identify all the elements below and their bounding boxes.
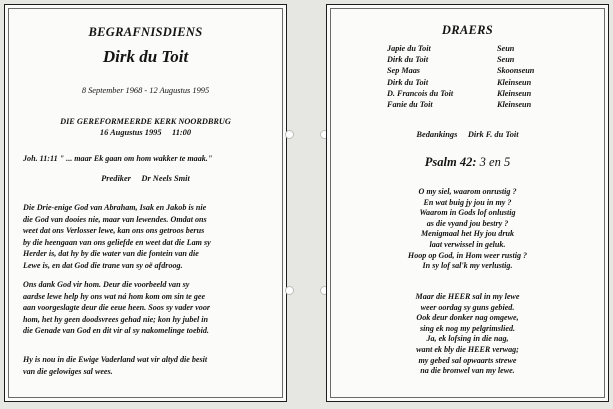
scripture-verse: Joh. 11:11 " ... maar Ek gaan om hom wakker te maak." [23,154,213,163]
bearer-name: Sep Maas [387,66,420,76]
stanza-line: want ek bly die HEER verwag; [416,344,519,354]
bearer-relation: Kleinseun [497,100,532,110]
paragraph-line: Herder is, dat hy by die water van die fontein van die [23,249,199,259]
bearer-row [387,65,534,76]
bearer-row [387,54,534,65]
preacher: Prediker Dr Neels Smit [101,174,190,183]
service-heading: BEGRAFNISDIENS [88,25,203,39]
bearer-relation: Seun [497,55,515,65]
bearer-row [387,77,534,88]
paragraph-line: aan voorgeslagte deur die eeue heen. Soos sy vader voor [23,303,211,313]
stanza-line: In sy lof sal'k my verlustig. [422,261,513,271]
bearer-relation: Seun [497,44,515,53]
stanza-line: En wat buig jy jou in my ? [423,197,512,207]
psalm-stanza-2 [327,292,608,377]
stanza-line: my gebed sal opwaarts strewe [418,355,517,365]
deceased-name: Dirk du Toit [102,47,189,66]
bearer-row [387,88,534,99]
psalm-label: Psalm 42: [424,155,477,169]
paragraph-line: weet dat ons Verlosser lewe, kan ons ons getroos berus [23,226,205,236]
bearers-list [387,43,534,110]
bearers-heading: DRAERS [441,23,494,37]
psalm-verses: 3 en 5 [479,155,511,169]
stanza-line: weer oordag sy guns gebied. [420,302,515,312]
stanza-line: as die vyand jou bestry ? [426,218,509,228]
paragraph-line: aardse lewe help hy ons wat ná hom kom om sin te gee [23,291,206,301]
stanza-line: Hoop op God, in Hom weer rustig ? [407,250,528,260]
bearer-name: Dirk du Toit [387,55,429,65]
paragraph-line: van die gelowiges sal wees. [23,366,113,376]
stanza-line: sing ek nog my pelgrimslied. [419,323,516,333]
stanza-line: O my siel, waarom onrustig ? [418,187,517,196]
bearer-name: Dirk du Toit [387,77,429,87]
paragraph-3 [23,354,274,377]
bearer-name: Fanie du Toit [387,100,433,110]
bearer-name: D. Francois du Toit [387,88,454,98]
paragraph-1 [23,202,274,272]
stanza-line: Waarom in Gods lof onlustig [419,208,516,218]
church-name: DIE GEREFORMEERDE KERK NOORDBRUG [60,117,231,126]
bearer-row [387,99,534,110]
bearer-name: Japie du Toit [387,44,431,53]
service-date: 16 Augustus 1995 11:00 [99,128,192,137]
paragraph-line: Lewe is, en dat God die trane van sy oë afdroog. [23,260,183,270]
left-page [4,4,287,402]
bearer-relation: Kleinseun [497,77,532,87]
psalm-stanza-1 [327,187,608,272]
paragraph-line: hom, het hy geen doodsvrees gehad nie; kon hy jubel in [23,314,209,324]
life-dates: 8 September 1968 - 12 Augustus 1995 [81,86,210,95]
binding-hole [285,286,294,295]
paragraph-line: die God van dooies nie, maar van lewendes. Omdat ons [23,214,207,224]
bearer-row [387,43,534,54]
bearer-relation: Skoonseun [497,66,535,76]
paragraph-line: Ons dank God vir hom. Deur die voorbeeld van sy [23,280,190,289]
stanza-line: na die bronwel van my lewe. [420,366,515,376]
thanks-line: Bedankings Dirk F. du Toit [416,130,519,139]
stanza-line: Menigmaal het Hy jou druk [420,229,515,239]
stanza-line: Maar die HEER sal in my lewe [415,292,520,301]
paragraph-line: Hy is nou in die Ewige Vaderland wat vir altyd die besit [23,355,208,364]
paragraph-2 [23,279,274,337]
stanza-line: laat verwissel in geluk. [429,239,506,249]
right-page [326,4,609,402]
paragraph-line: by die heengaan van ons geliefde en weet dat die Lam sy [23,237,211,247]
stanza-line: Ook deur donker nag omgewe, [416,313,519,323]
binding-hole [285,130,294,139]
paragraph-line: Die Drie-enige God van Abraham, Isak en Jakob is nie [23,203,207,212]
paragraph-line: die Genade van God en dit vir al sy nakomelinge toebid. [23,326,209,336]
bearer-relation: Kleinseun [497,88,532,98]
psalm-title [327,155,608,170]
stanza-line: Ja, ek lofsing in die nag, [426,334,509,344]
